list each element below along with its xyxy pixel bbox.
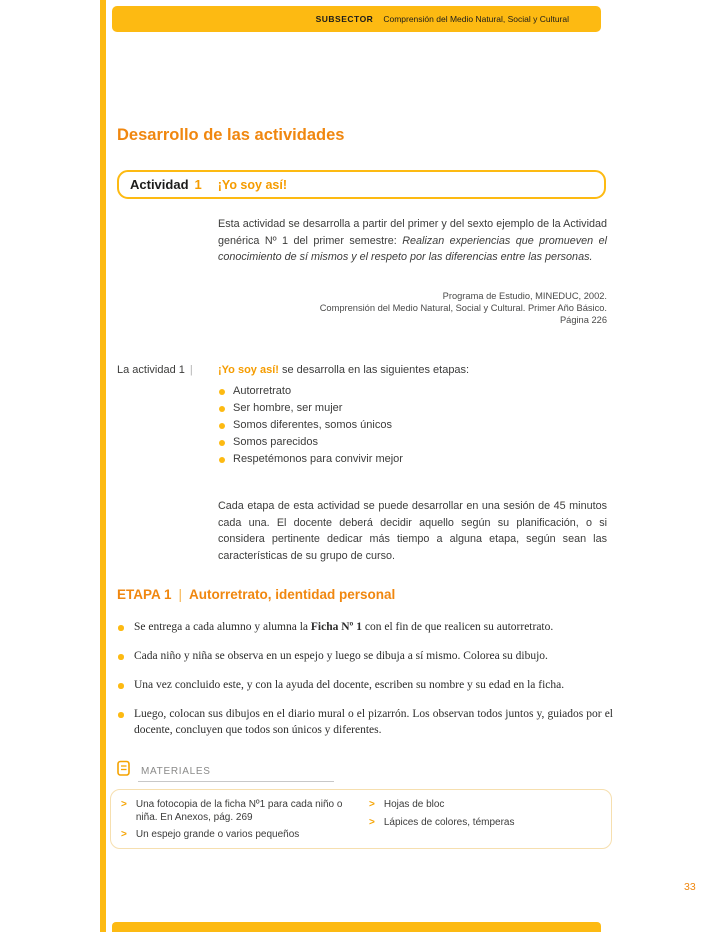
- left-accent-stripe: [100, 0, 106, 932]
- activity-title-box: [117, 170, 606, 199]
- activity-name: ¡Yo soy así!: [217, 177, 287, 192]
- etapa-steps-list: [117, 620, 613, 752]
- step-text: Se entrega a cada alumno y alumna la: [134, 621, 311, 633]
- arrow-marker-icon: >: [121, 829, 127, 840]
- stages-lead-title: ¡Yo soy así!: [218, 364, 279, 376]
- step-text-bold: Ficha Nº 1: [310, 621, 362, 633]
- subsector-value: Comprensión del Medio Natural, Social y Cultural: [383, 14, 569, 24]
- list-item: Una vez concluido este, y con la ayuda del docente, escriben su nombre y su edad en la ficha.: [117, 678, 613, 694]
- list-item: [369, 799, 599, 812]
- materials-left-column: [121, 799, 359, 847]
- list-item: Luego, colocan sus dibujos en el diario mural o el pizarrón. Los observan todos juntos y, guiados por el docente, concluyen que todos son únicos y diferentes.: [117, 707, 613, 738]
- arrow-marker-icon: >: [369, 816, 375, 828]
- source-line: Programa de Estudio, MINEDUC, 2002.: [442, 291, 607, 301]
- page-number: 33: [684, 881, 696, 893]
- stages-list: [218, 383, 607, 468]
- etapa-label: ETAPA 1: [117, 587, 172, 602]
- list-item: [369, 817, 599, 830]
- etapa-pipe: |: [178, 587, 183, 602]
- intro-text: Esta actividad se desarrolla a partir del primer y del sexto ejemplo de la Actividad genérica Nº 1 del primer semestre:: [218, 218, 607, 247]
- intro-paragraph: [218, 216, 607, 266]
- subsector-label: SUBSECTOR: [315, 14, 374, 24]
- activity-sidenote-label: La actividad 1: [117, 364, 185, 376]
- list-item: Ser hombre, ser mujer: [218, 400, 607, 417]
- etapa-title: Autorretrato, identidad personal: [189, 587, 396, 602]
- activity-label: Actividad: [130, 177, 189, 192]
- arrow-marker-icon: >: [121, 799, 127, 810]
- list-item: [121, 799, 359, 824]
- list-item: Cada niño y niña se observa en un espejo y luego se dibuja a sí mismo. Colorea su dibujo.: [117, 649, 613, 665]
- activity-sidenote: [117, 364, 193, 376]
- list-item: Respetémonos para convivir mejor: [218, 451, 607, 468]
- materials-title: MATERIALES: [141, 766, 211, 777]
- arrow-marker-icon: >: [369, 799, 375, 810]
- page-title: Desarrollo de las actividades: [117, 126, 345, 144]
- material-text: Una fotocopia de la ficha Nº1 para cada niño o niña. En Anexos, pág. 269: [135, 799, 343, 823]
- stages-lead: [218, 364, 607, 376]
- materials-box: [110, 789, 612, 849]
- list-item: Somos parecidos: [218, 434, 607, 451]
- activity-number: 1: [194, 177, 202, 192]
- intro-italic-text: Realizan experiencias que promueven el conocimiento de sí mismos y el respeto por las diferencias entre las personas.: [218, 234, 607, 264]
- list-item: [117, 620, 613, 636]
- sidenote-pipe: |: [189, 364, 193, 376]
- source-line: Página 226: [559, 314, 607, 325]
- etapa-heading: [117, 587, 395, 602]
- material-text: Hojas de bloc: [383, 799, 445, 810]
- step-text: con el fin de que realicen su autorretrato.: [361, 621, 554, 633]
- page-header-bar: [112, 6, 601, 32]
- list-item: Autorretrato: [218, 383, 607, 400]
- notepad-icon: [116, 760, 132, 782]
- list-item: Somos diferentes, somos únicos: [218, 417, 607, 434]
- source-line: Comprensión del Medio Natural, Social y Cultural. Primer Año Básico.: [319, 302, 607, 313]
- source-attribution: [218, 291, 607, 326]
- materials-divider: [138, 781, 334, 782]
- materials-right-column: [369, 799, 599, 834]
- material-text: Lápices de colores, témperas: [383, 816, 515, 828]
- bottom-accent-bar: [112, 922, 601, 932]
- stages-lead-rest: se desarrolla en las siguientes etapas:: [278, 364, 470, 376]
- material-text: Un espejo grande o varios pequeños: [135, 829, 300, 840]
- stages-closing-paragraph: Cada etapa de esta actividad se puede desarrollar en una sesión de 45 minutos cada una. El docente deberá decidir aquello según su planificación, o si considera pertinente dedicar más tiempo a alguna etapa, según sean las características de su grupo de curso.: [218, 500, 607, 562]
- list-item: [121, 829, 359, 842]
